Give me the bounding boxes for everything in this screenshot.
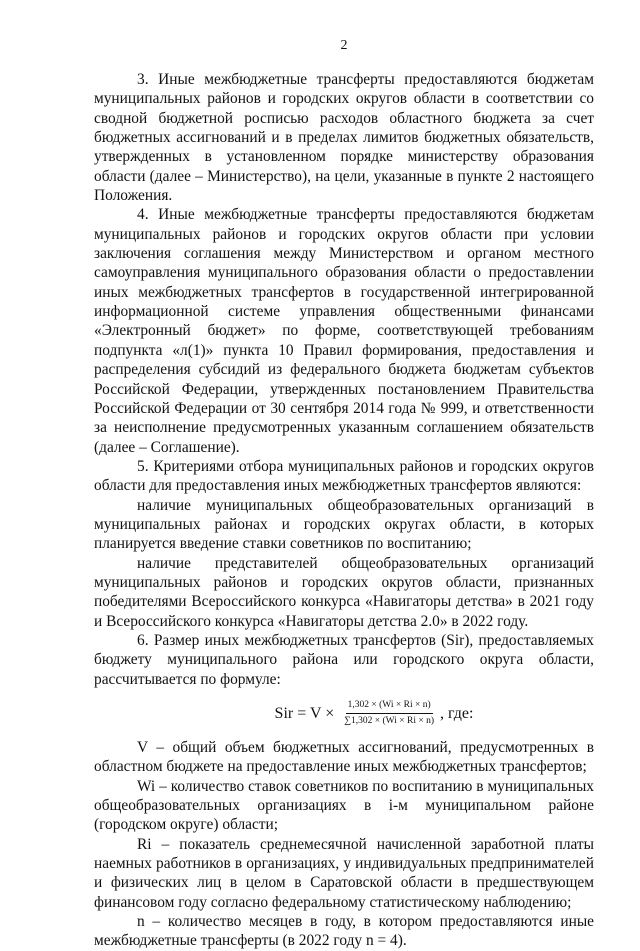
definition-n: n – количество месяцев в году, в котором предоставляются иные межбюджетные трансферты (в 2022 году n = 4). (94, 913, 594, 950)
paragraph-3: 3. Иные межбюджетные трансферты предоставляются бюджетам муниципальных районов и городских округов области в соответствии со сводной бюджетной росписью расходов областного бюджета за счет бюджетных ассигнований и в пределах лимитов бюджетных обязательств, утвержденных в установленном порядке министерству образования области (далее – Министерство), на цели, указанные в пункте 2 настоящего Положения. (94, 71, 594, 205)
definition-r: Ri – показатель среднемесячной начисленной заработной платы наемных работников в организациях, у индивидуальных предпринимателей и физических лиц в целом в Саратовской области в предшествующем финансовом году согласно федеральному статистическому наблюдению; (94, 835, 594, 911)
paragraph-5-criterion-1: наличие муниципальных общеобразовательных организаций в муниципальных районах и городских округах области, в которых планируется введение ставки советников по воспитанию; (94, 496, 594, 553)
paragraph-4: 4. Иные межбюджетные трансферты предоставляются бюджетам муниципальных районов и городских округов области при условии заключения соглашения между Министерством и органом местного самоуправления муниципального образования области о предоставлении иных межбюджетных трансфертов в государственной интегрированной информационной системе управления общественными финансами «Электронный бюджет» по форме, соответствующей требованиям подпункта «л(1)» пункта 10 Правил формирования, предоставления и распределения субсидий из федерального бюджета бюджетам субъектов Российской Федерации, утвержденных постановлением Правительства Российской Федерации от 30 сентября 2014 года № 999, и ответственности за неисполнение предусмотренных указанным соглашением обязательств (далее – Соглашение). (94, 206, 594, 456)
definition-v: V – общий объем бюджетных ассигнований, предусмотренных в областном бюджете на предоставление иных межбюджетных трансфертов; (94, 739, 594, 776)
formula-fraction (344, 699, 434, 728)
page-number: 2 (340, 38, 348, 53)
paragraph-5-criterion-2: наличие представителей общеобразовательных организаций муниципальных районов и городских округов области, признанных победителями Всероссийского конкурса «Навигаторы детства» в 2021 году и Всероссийского конкурса «Навигаторы детства 2.0» в 2022 году. (94, 554, 594, 630)
document-body (94, 70, 594, 951)
definition-w: Wi – количество ставок советников по воспитанию в муниципальных общеобразовательных организациях в i-м муниципальном районе (городском округе) области; (94, 777, 594, 834)
formula (154, 699, 594, 728)
paragraph-5: 5. Критериями отбора муниципальных районов и городских округов области для предоставления иных межбюджетных трансфертов являются: (94, 457, 594, 495)
formula-suffix: , где: (440, 704, 474, 722)
formula-denominator: ∑1,302 × (Wi × Ri × n) (344, 716, 434, 726)
formula-numerator: 1,302 × (Wi × Ri × n) (346, 699, 433, 714)
formula-lhs: Sir = V × (274, 704, 335, 722)
paragraph-6: 6. Размер иных межбюджетных трансфертов (Sir), предоставляемых бюджету муниципального района или городского округа области, рассчитывается по формуле: (94, 631, 594, 688)
